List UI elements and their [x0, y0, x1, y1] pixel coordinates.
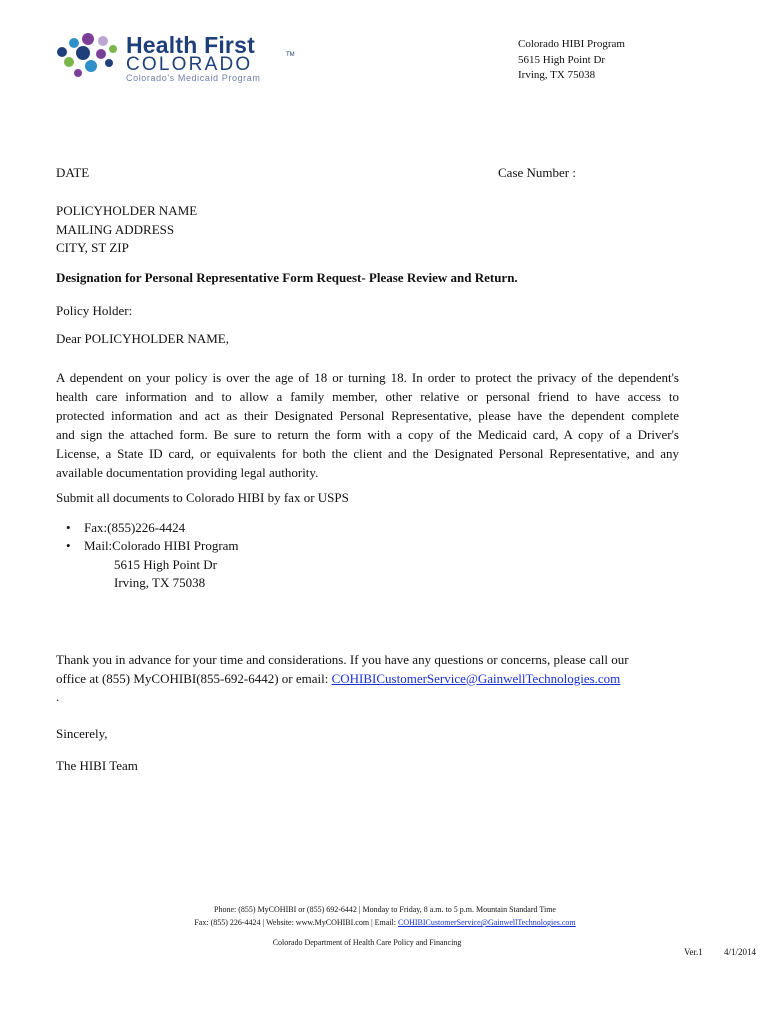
signoff: Sincerely,	[56, 726, 108, 741]
footer-email-link[interactable]: COHIBICustomerService@GainwellTechnologies.com	[398, 918, 576, 927]
footer-version: Ver.1	[684, 947, 703, 957]
recipient-name: POLICYHOLDER NAME	[56, 203, 198, 218]
recipient-address: MAILING ADDRESS	[56, 221, 175, 237]
list-item-fax	[66, 519, 239, 537]
submission-methods-list	[66, 519, 239, 592]
letter-subject: Designation for Personal Representative Form Request- Please Review and Return.	[56, 270, 518, 285]
footer-web-line	[0, 916, 770, 929]
logo-dot	[76, 46, 90, 60]
return-address-line: Irving, TX 75038	[518, 69, 596, 81]
mail-address-line: Irving, TX 75038	[114, 574, 206, 590]
logo-dot	[85, 60, 97, 72]
footer-department: Colorado Department of Health Care Policy and Financing	[272, 938, 462, 947]
logo-dot	[105, 59, 113, 67]
logo-dot	[82, 33, 94, 45]
mail-address-line: 5615 High Point Dr	[114, 556, 217, 572]
paragraph-line: available documentation providing legal authority.	[56, 465, 319, 480]
bullet-icon: •	[66, 520, 71, 535]
case-number-field: Case Number :	[498, 165, 576, 180]
logo-dot	[109, 45, 117, 53]
list-item-mail	[66, 537, 239, 555]
customer-service-email-link[interactable]: COHIBICustomerService@GainwellTechnologies.com	[331, 670, 621, 686]
recipient-block	[56, 202, 197, 258]
date-field: DATE	[56, 165, 90, 180]
mail-text: Mail:Colorado HIBI Program	[84, 538, 239, 554]
logo-title: Health First	[126, 32, 255, 58]
footer-date: 4/1/2014	[724, 947, 757, 957]
paragraph-line: License, a State ID card, or equivalents for both the client and the Designated Personal Representative, and any	[56, 446, 679, 461]
closing-trailing: .	[56, 689, 60, 704]
return-address	[518, 37, 625, 84]
return-address-line: 5615 High Point Dr	[518, 53, 606, 66]
closing-paragraph	[56, 651, 696, 707]
footer-phone-line: Phone: (855) MyCOHIBI or (855) 692-6442 | Monday to Friday, 8 a.m. to 5 p.m. Mountain Standard Time	[214, 905, 556, 914]
salutation: Dear POLICYHOLDER NAME,	[56, 331, 229, 346]
logo-dot	[74, 69, 82, 77]
recipient-city: CITY, ST ZIP	[56, 240, 129, 255]
footer-web-prefix: Fax: (855) 226-4424 | Website: www.MyCOHIBI.com | Email:	[194, 918, 398, 927]
logo-trademark: TM	[286, 52, 295, 58]
logo-dot	[57, 47, 67, 57]
signature: The HIBI Team	[56, 758, 138, 773]
closing-line-prefix: office at (855) MyCOHIBI(855-692-6442) or email:	[56, 670, 332, 686]
paragraph-line: protected information and act as their Designated Personal Representative, please have the dependent complete	[56, 408, 679, 423]
policy-holder-label: Policy Holder:	[56, 303, 133, 318]
return-address-line: Colorado HIBI Program	[518, 38, 625, 50]
health-first-colorado-logo	[54, 30, 304, 86]
logo-dots-icon	[54, 32, 120, 80]
fax-text: Fax:(855)226-4424	[84, 520, 186, 535]
logo-dot	[96, 49, 106, 59]
paragraph-line: and sign the attached form. Be sure to return the form with a copy of the Medicaid card, A copy of a Driver's	[56, 427, 679, 442]
submit-instruction: Submit all documents to Colorado HIBI by fax or USPS	[56, 490, 349, 505]
logo-tagline: Colorado's Medicaid Program	[126, 73, 261, 83]
bullet-icon: •	[66, 538, 71, 554]
closing-line: Thank you in advance for your time and considerations. If you have any questions or concerns, please call our	[56, 652, 629, 667]
closing-line	[56, 670, 696, 689]
logo-dot	[98, 36, 108, 46]
paragraph-line: health care information and to allow a family member, other relative or personal friend to have access to	[56, 389, 679, 404]
paragraph-line: A dependent on your policy is over the age of 18 or turning 18. In order to protect the privacy of the dependent's	[56, 370, 679, 385]
logo-subtitle: COLORADO	[126, 54, 253, 75]
footer-contact	[0, 903, 770, 929]
logo-dot	[69, 38, 79, 48]
logo-dot	[64, 57, 74, 67]
main-paragraph	[56, 368, 679, 482]
